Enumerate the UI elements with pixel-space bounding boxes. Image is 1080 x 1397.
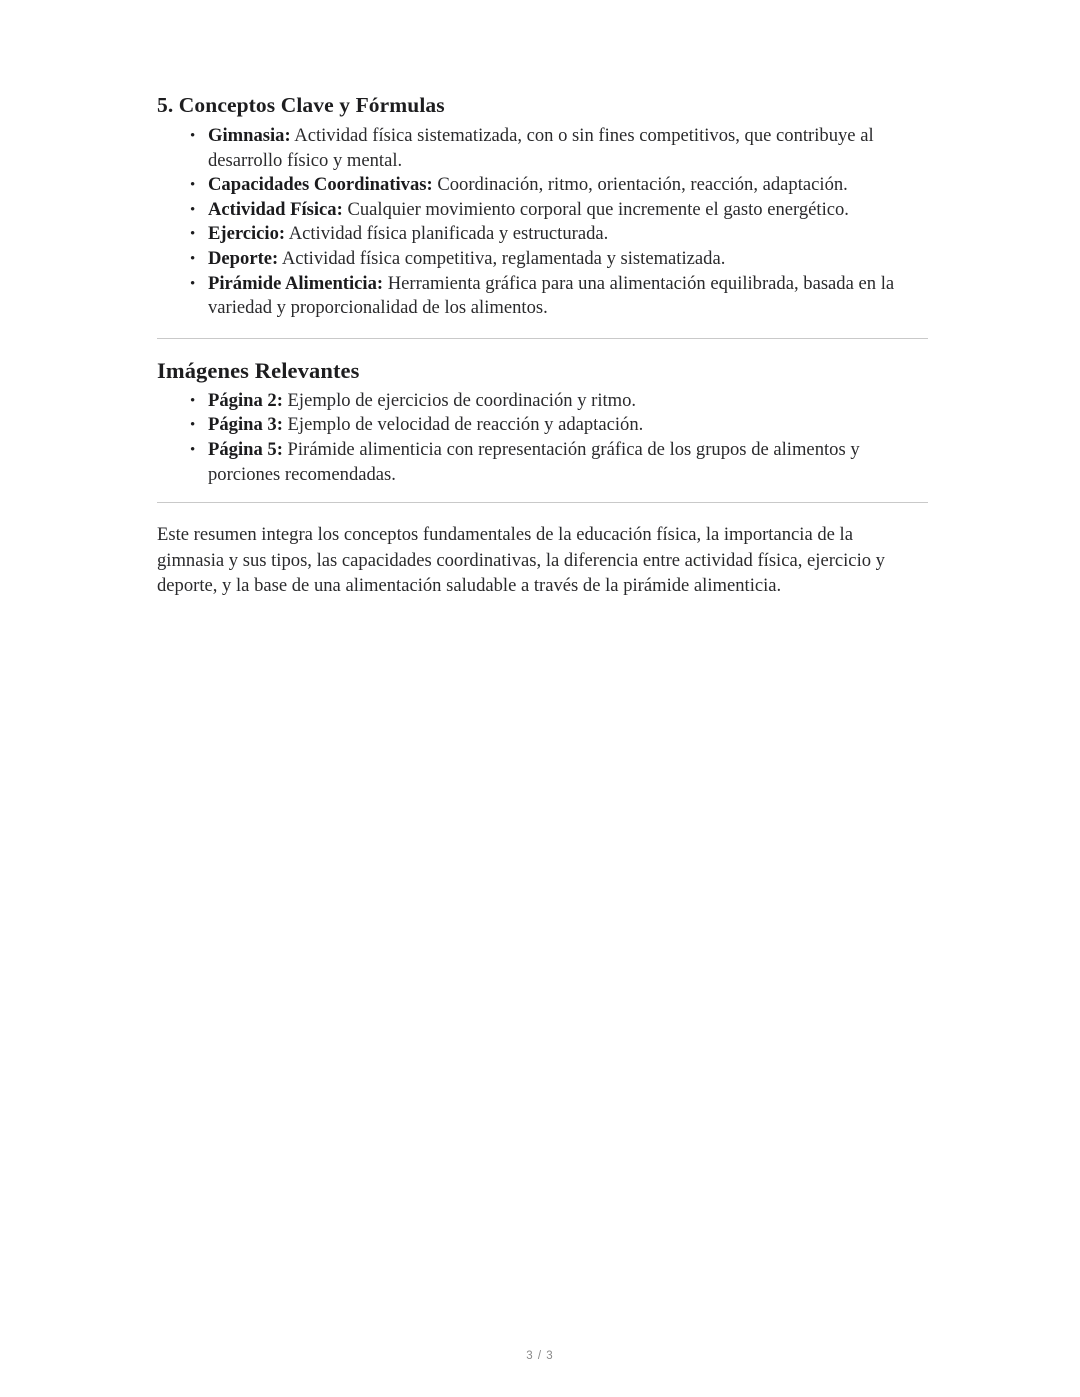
list-item xyxy=(157,198,928,223)
horizontal-rule xyxy=(157,338,928,339)
list-item-term: Actividad Física: xyxy=(208,198,343,220)
list-item-term: Página 3: xyxy=(208,414,283,436)
list-item-text: Coordinación, ritmo, orientación, reacción, adaptación. xyxy=(432,174,848,196)
conceptos-clave-list xyxy=(157,124,928,321)
list-item-text: Actividad física sistematizada, con o sin fines competitivos, que contribuye al desarrollo físico y mental. xyxy=(208,125,874,171)
section-conceptos-clave xyxy=(157,92,928,321)
page-number-footer: 3 / 3 xyxy=(526,1350,554,1362)
list-item xyxy=(157,173,928,198)
list-item-term: Página 5: xyxy=(208,438,283,460)
list-item xyxy=(157,247,928,272)
list-item-text: Ejemplo de ejercicios de coordinación y ritmo. xyxy=(282,389,637,411)
section-divider-wrapper xyxy=(157,321,928,357)
imagenes-relevantes-list xyxy=(157,389,928,487)
section-heading-imagenes-relevantes: Imágenes Relevantes xyxy=(157,357,360,383)
section-imagenes-relevantes xyxy=(157,357,928,487)
list-item-term: Página 2: xyxy=(208,389,283,411)
list-item-term: Capacidades Coordinativas: xyxy=(208,174,433,196)
horizontal-rule xyxy=(157,502,928,503)
list-item xyxy=(157,272,928,321)
list-item xyxy=(157,222,928,247)
list-item-term: Ejercicio: xyxy=(208,223,286,245)
document-content xyxy=(157,92,928,598)
list-item-term: Deporte: xyxy=(208,247,279,269)
section-divider-wrapper xyxy=(157,487,928,522)
list-item-text: Cualquier movimiento corporal que incremente el gasto energético. xyxy=(342,198,849,220)
list-item-text: Ejemplo de velocidad de reacción y adaptación. xyxy=(282,414,644,436)
list-item xyxy=(157,413,928,438)
list-item xyxy=(157,124,928,173)
list-item-text: Actividad física planificada y estructurada. xyxy=(285,223,609,245)
list-item-text: Pirámide alimenticia con representación gráfica de los grupos de alimentos y porciones recomendadas. xyxy=(208,438,860,485)
list-item-text: Herramienta gráfica para una alimentación equilibrada, basada en la variedad y proporcionalidad de los alimentos. xyxy=(208,272,895,319)
closing-paragraph: Este resumen integra los conceptos fundamentales de la educación física, la importancia de la gimnasia y sus tipos, las capacidades coordinativas, la diferencia entre actividad física, ejercicio y deporte, y la base de una alimentación saludable a través de la pirámide alimenticia. xyxy=(157,524,885,596)
list-item-term: Gimnasia: xyxy=(208,125,291,146)
list-item-text: Actividad física competitiva, reglamentada y sistematizada. xyxy=(278,247,726,269)
list-item-term: Pirámide Alimenticia: xyxy=(208,272,384,294)
list-item xyxy=(157,438,928,487)
section-heading-conceptos-clave: 5. Conceptos Clave y Fórmulas xyxy=(157,93,445,117)
list-item xyxy=(157,389,928,414)
